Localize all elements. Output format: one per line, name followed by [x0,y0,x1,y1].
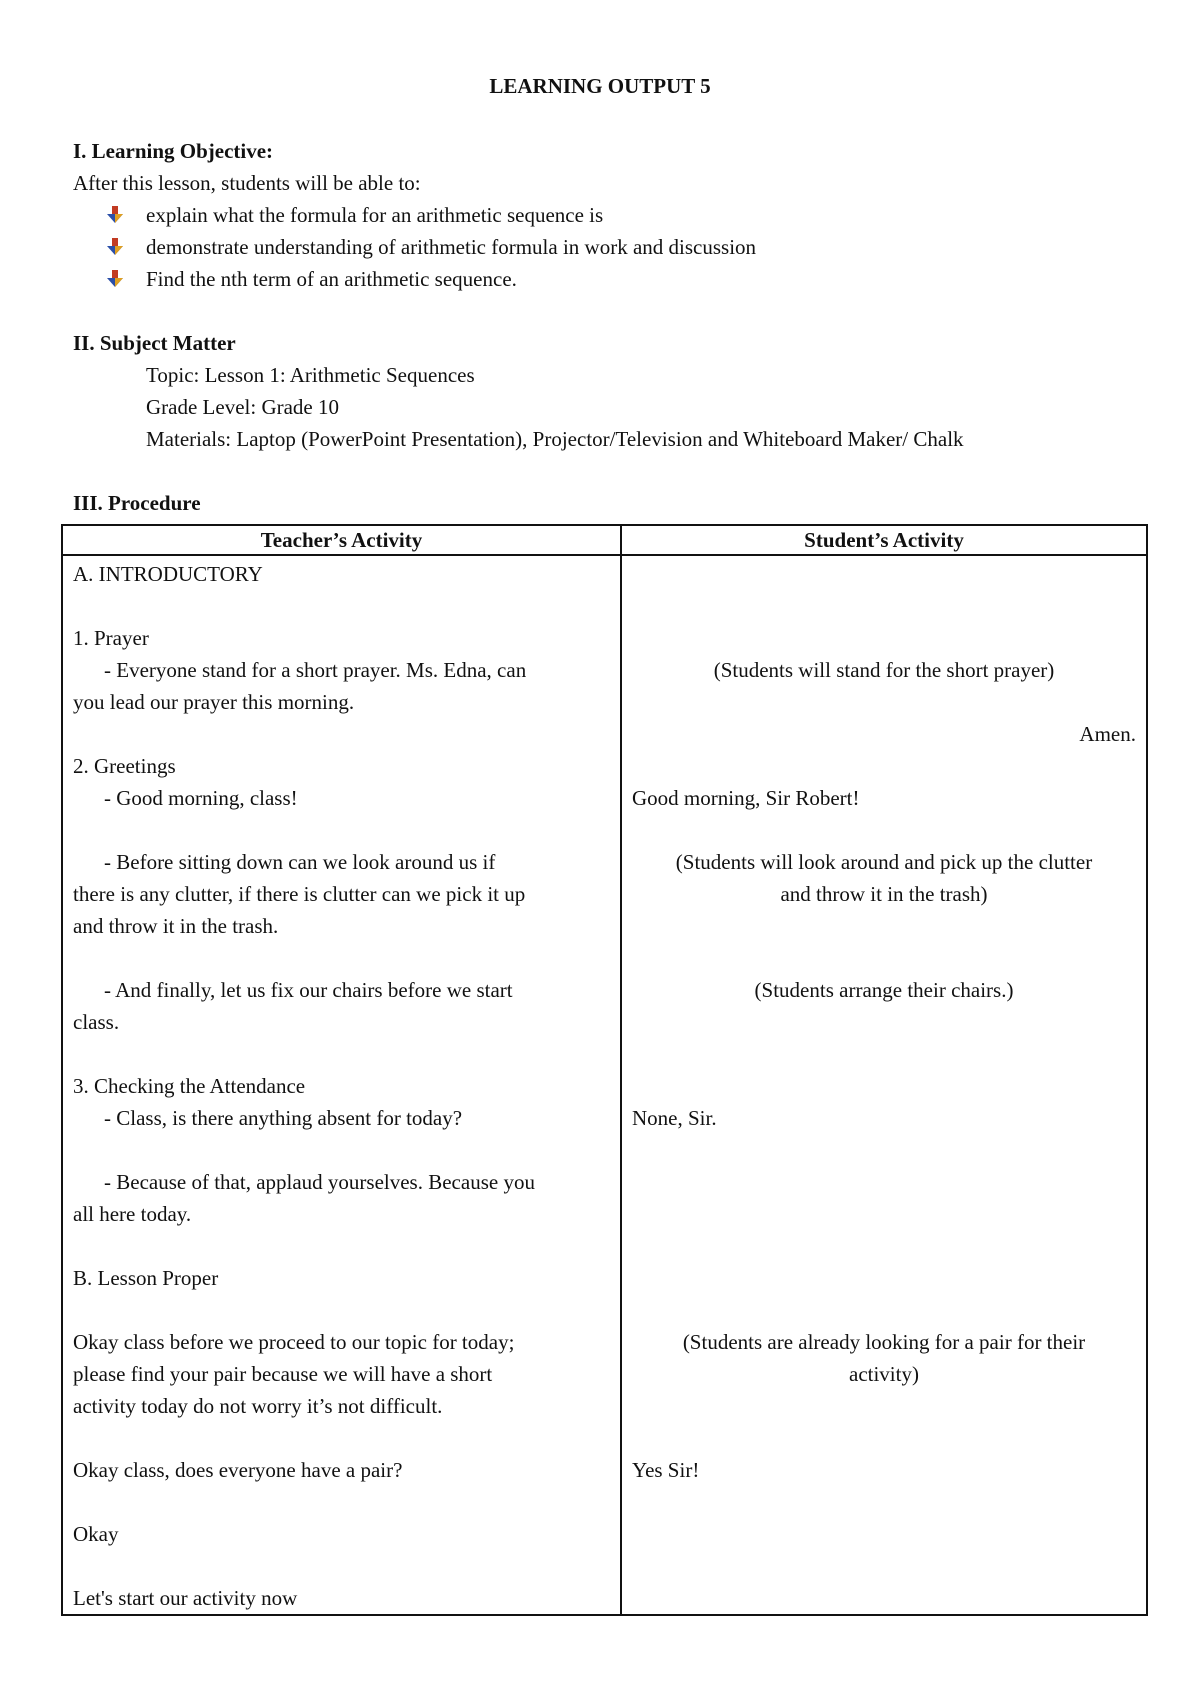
student-line: (Students arrange their chairs.) [754,978,1014,1002]
teacher-line: - Because of that, applaud yourselves. Because you [104,1170,535,1194]
student-line [632,1486,1136,1518]
student-line [632,1422,1136,1454]
student-line [632,1070,1136,1102]
teacher-line: there is any clutter, if there is clutter can we pick it up [73,882,526,906]
student-line [632,686,1136,718]
teacher-line [73,942,610,974]
teacher-line: 1. Prayer [73,626,149,650]
table-header-row [62,525,1147,555]
student-column-header: Student’s Activity [621,525,1147,555]
teacher-line: - Before sitting down can we look around us if [104,850,496,874]
teacher-line: Okay class before we proceed to our topic for today; [73,1330,515,1354]
student-line [632,1518,1136,1550]
teacher-activity-cell [62,555,621,1615]
teacher-line: 3. Checking the Attendance [73,1074,306,1098]
teacher-line: - And finally, let us fix our chairs before we start [104,978,513,1002]
teacher-line: class. [73,1010,120,1034]
student-line: Yes Sir! [632,1458,700,1482]
objective-bullet-text: explain what the formula for an arithmetic sequence is [146,203,604,227]
student-line: and throw it in the trash) [780,882,988,906]
objective-intro: After this lesson, students will be able to: [73,171,421,195]
student-line [632,1390,1136,1422]
student-line [632,1166,1136,1198]
student-line [632,1038,1136,1070]
objective-bullet [146,266,517,292]
teacher-line: Okay [73,1522,119,1546]
teacher-line: Okay class, does everyone have a pair? [73,1458,403,1482]
objective-bullet [146,202,603,228]
teacher-line: - Good morning, class! [104,786,298,810]
student-line [632,1582,1136,1614]
teacher-line [73,1486,610,1518]
procedure-heading: III. Procedure [73,491,201,515]
teacher-line [73,1134,610,1166]
teacher-line [73,590,610,622]
subject-topic: Topic: Lesson 1: Arithmetic Sequences [146,363,475,387]
student-line: None, Sir. [632,1106,717,1130]
teacher-line [73,1294,610,1326]
teacher-line [73,1038,610,1070]
teacher-line: please find your pair because we will have a short [73,1362,493,1386]
student-line: Good morning, Sir Robert! [632,786,860,810]
objective-bullet-text: demonstrate understanding of arithmetic formula in work and discussion [146,235,757,259]
teacher-line [73,1422,610,1454]
teacher-line: A. INTRODUCTORY [73,562,263,586]
student-line: activity) [849,1362,919,1386]
student-line [632,590,1136,622]
student-line: (Students are already looking for a pair for their [682,1330,1086,1354]
teacher-line: Let's start our activity now [73,1586,298,1610]
teacher-line: and throw it in the trash. [73,914,279,938]
teacher-line: - Class, is there anything absent for today? [104,1106,463,1130]
teacher-line: - Everyone stand for a short prayer. Ms. Edna, can [104,658,527,682]
teacher-line [73,718,610,750]
page-title: LEARNING OUTPUT 5 [489,74,711,98]
objective-bullet-text: Find the nth term of an arithmetic sequence. [146,267,517,291]
student-line [632,558,1136,590]
student-line [632,910,1136,942]
student-line [632,1006,1136,1038]
teacher-line [73,1230,610,1262]
student-line [632,1294,1136,1326]
student-line [632,1198,1136,1230]
procedure-table [61,524,1148,1616]
teacher-line [73,1550,610,1582]
teacher-line: B. Lesson Proper [73,1266,219,1290]
student-line: (Students will look around and pick up the clutter [675,850,1093,874]
student-line [632,1230,1136,1262]
subject-grade: Grade Level: Grade 10 [146,395,339,419]
student-line [632,750,1136,782]
student-line [632,1550,1136,1582]
student-line: Amen. [1079,722,1136,746]
objective-heading: I. Learning Objective: [73,139,274,163]
student-line [632,1262,1136,1294]
teacher-line: all here today. [73,1202,192,1226]
subject-heading: II. Subject Matter [73,331,236,355]
student-line [632,942,1136,974]
student-line [632,814,1136,846]
student-line [632,622,1136,654]
subject-materials: Materials: Laptop (PowerPoint Presentation), Projector/Television and Whiteboard Maker/ Chalk [146,427,964,451]
student-activity-cell [621,555,1147,1615]
student-line [632,1134,1136,1166]
student-line: (Students will stand for the short prayer) [713,658,1055,682]
teacher-column-header: Teacher’s Activity [62,525,621,555]
down-arrow-bullet-icon [106,269,124,289]
teacher-line: 2. Greetings [73,754,176,778]
table-row [62,555,1147,1615]
teacher-line [73,814,610,846]
down-arrow-bullet-icon [106,237,124,257]
down-arrow-bullet-icon [106,205,124,225]
objective-bullet [146,234,756,260]
teacher-line: you lead our prayer this morning. [73,690,355,714]
teacher-line: activity today do not worry it’s not difficult. [73,1394,443,1418]
